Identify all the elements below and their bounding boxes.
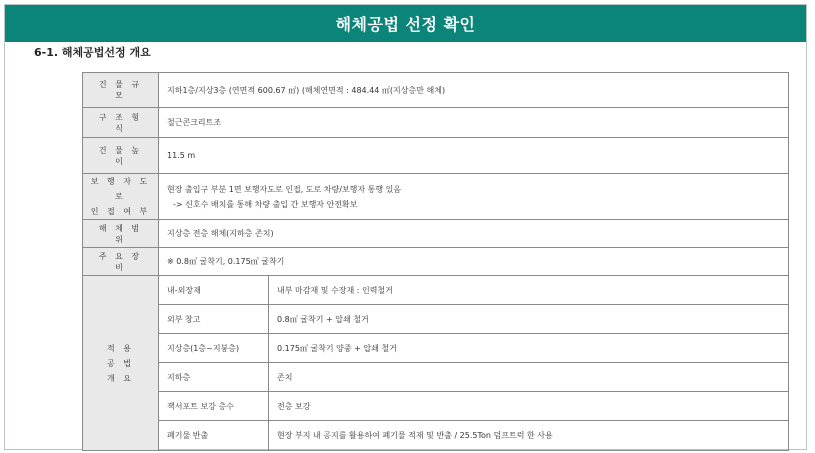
method-item-detail: 0.8㎥ 굴착기 + 압쇄 철거: [269, 305, 789, 334]
value-pedestrian-line1: 현장 출입구 부분 1면 보행자도로 인접, 도로 차량/보행자 통행 있음: [167, 184, 402, 194]
value-pedestrian: [159, 174, 789, 220]
value-equipment: ※ 0.8㎥ 굴착기, 0.175㎥ 굴착기: [159, 248, 789, 276]
table-row: [83, 73, 789, 108]
label-structure: 구 조 형 식: [83, 108, 159, 138]
method-item-detail: 현장 부지 내 공지를 활용하여 폐기물 적재 및 반출 / 25.5Ton 덤프트럭 한 사용: [269, 421, 789, 451]
label-equipment: 주 요 장 비: [83, 248, 159, 276]
value-building-scale: 지하1층/지상3층 (연면적 600.67 ㎡) (해체연면적 : 484.44 ㎡(지상층만 해체): [159, 73, 789, 108]
value-structure: 철근콘크리트조: [159, 108, 789, 138]
label-method-line2: 공 법: [107, 358, 134, 368]
method-item-name: 외부 창고: [159, 305, 269, 334]
method-item-detail: 존치: [269, 363, 789, 392]
overview-table: [82, 72, 789, 451]
value-scope: 지상층 전층 해체(지하층 존치): [159, 220, 789, 248]
table-row: [83, 174, 789, 220]
table-row: [83, 392, 789, 421]
table-row: [83, 334, 789, 363]
method-item-name: 지상층(1층~지붕층): [159, 334, 269, 363]
table-row: [83, 363, 789, 392]
method-item-name: 지하층: [159, 363, 269, 392]
label-method-line3: 개 요: [107, 373, 134, 383]
table-row: [83, 276, 789, 305]
method-item-name: 잭서포트 보강 층수: [159, 392, 269, 421]
label-method-line1: 적 용: [107, 343, 134, 353]
section-heading: 6-1. 해체공법선정 개요: [34, 46, 151, 59]
table-row: [83, 305, 789, 334]
table-row: [83, 248, 789, 276]
label-height: 건 물 높 이: [83, 138, 159, 174]
method-item-detail: 0.175㎥ 굴착기 양중 + 압쇄 철거: [269, 334, 789, 363]
method-item-detail: 내부 마감재 및 수장재 : 인력철거: [269, 276, 789, 305]
label-pedestrian-line1: 보 행 자 도 로: [90, 177, 151, 201]
value-pedestrian-line2: -> 신호수 배치를 통해 차량 출입 간 보행자 안전확보: [173, 199, 358, 209]
label-method: [83, 276, 159, 451]
method-item-detail: 전층 보강: [269, 392, 789, 421]
label-pedestrian: [83, 174, 159, 220]
method-item-name: 폐기물 반출: [159, 421, 269, 451]
label-scope: 해 체 범 위: [83, 220, 159, 248]
table-row: [83, 220, 789, 248]
table-row: [83, 108, 789, 138]
value-height: 11.5 m: [159, 138, 789, 174]
label-pedestrian-line2: 인 접 여 부: [90, 207, 151, 216]
table-row: [83, 421, 789, 451]
page-title: 해체공법 선정 확인: [5, 5, 806, 42]
method-item-name: 내-외장재: [159, 276, 269, 305]
table-row: [83, 138, 789, 174]
label-building-scale: 건 물 규 모: [83, 73, 159, 108]
